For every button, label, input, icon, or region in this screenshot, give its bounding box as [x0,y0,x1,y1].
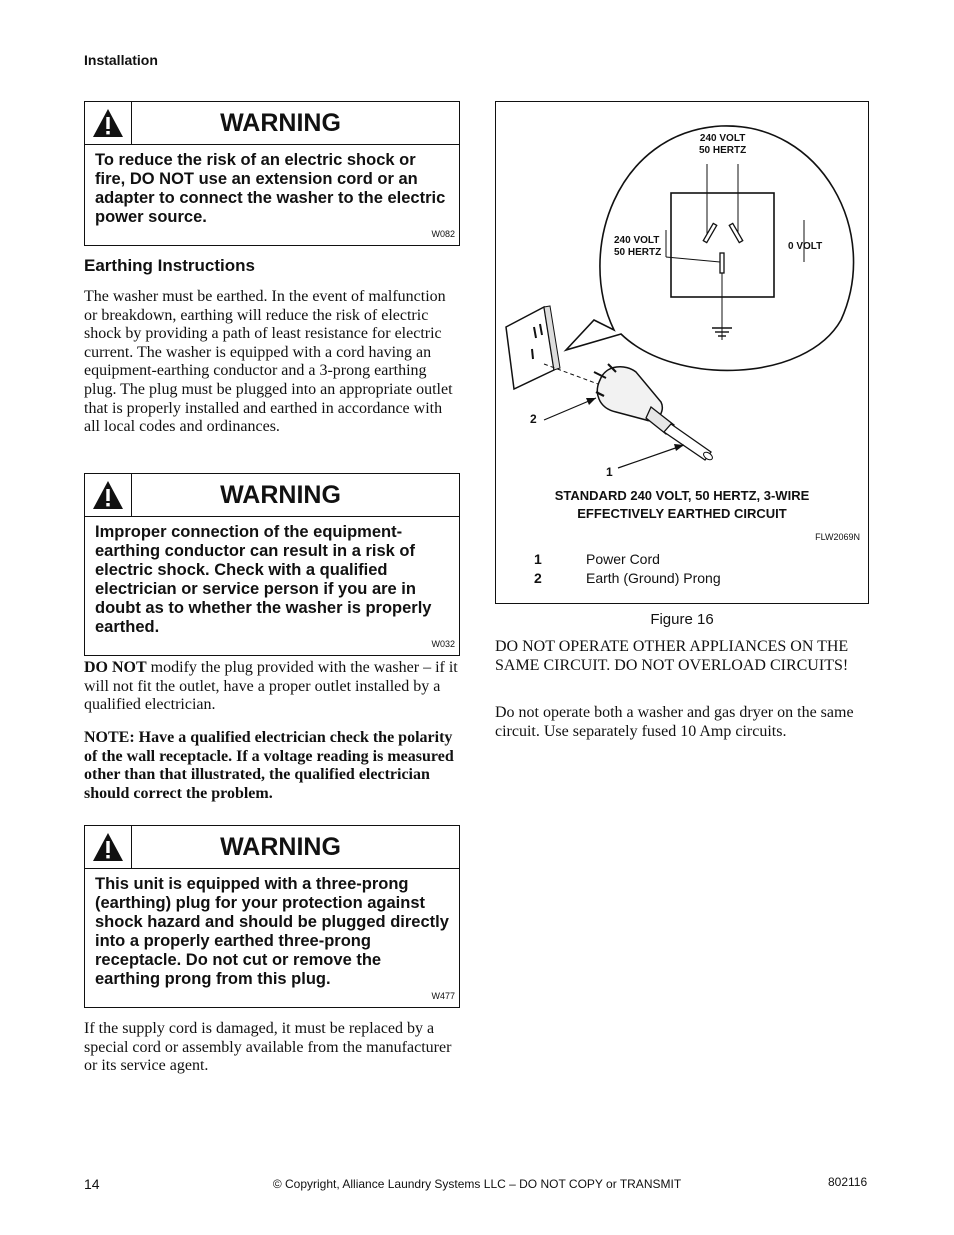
label-right-voltage: 0 VOLT [788,241,823,252]
warning-box-extension-cord [84,101,460,246]
section-heading: Installation [84,52,158,68]
active-slot-icon [703,223,716,242]
warning-code: W082 [431,229,455,239]
warning-title: WARNING [220,833,341,861]
warning-title: WARNING [220,481,341,509]
figure-number: Figure 16 [650,611,714,628]
warning-header [85,474,459,517]
gas-dryer-paragraph: Do not operate both a washer and gas dryer on the same circuit. Use separately fused 10 Amp circuits. [495,704,854,740]
do-not-modify-paragraph [84,659,459,715]
plug-icon [594,364,714,461]
callout-1: 1 [606,465,613,479]
callout-2: 2 [530,412,537,426]
label-top-voltage: 240 VOLT 50 HERTZ [699,133,747,156]
caps-warning-paragraph: DO NOT OPERATE OTHER APPLIANCES ON THE SAME CIRCUIT. DO NOT OVERLOAD CIRCUITS! [495,638,849,674]
warning-code: W477 [431,991,455,1001]
do-not-lead: DO NOT [84,659,147,676]
warning-text: This unit is equipped with a three-prong (earthing) plug for your protection against shock hazard and should be plugged directly into a properly earthed three-prong receptacle. Do not cut or remove the earthing prong from this plug. [95,875,449,988]
warning-title: WARNING [220,109,341,137]
neutral-slot-icon [729,223,742,242]
warning-box-three-prong [84,825,460,1008]
figure-caption-text: STANDARD 240 VOLT, 50 HERTZ, 3-WIRE EFFECTIVELY EARTHED CIRCUIT [554,488,810,521]
warning-triangle-icon [85,474,132,516]
page-number: 14 [84,1176,100,1192]
earthing-paragraph: The washer must be earthed. In the event of malfunction or breakdown, earthing will reduce the risk of electric shock by providing a path of least resistance for electric current. The washer is equipped with a cord having an equipment-earthing conductor and a 3-prong earthing plug. The plug must be plugged into an appropriate outlet that is properly installed and earthed in accordance with all local codes and ordinances. [84,288,453,436]
earth-slot-icon [720,253,724,273]
legend-item: 1 Power Cord [534,550,660,567]
document-number: 802116 [828,1175,868,1189]
do-not-rest: modify the plug provided with the washer – if it will not fit the outlet, have a proper outlet installed by a qualified electrician. [84,659,458,714]
earthing-instructions-heading: Earthing Instructions [84,256,255,275]
warning-box-earthing-conductor [84,473,460,656]
label-left-voltage: 240 VOLT 50 HERTZ [614,235,662,258]
warning-triangle-icon [85,826,132,868]
figure-legend [534,549,721,587]
warning-header [85,826,459,869]
warning-code: W032 [431,639,455,649]
note-paragraph: NOTE: Have a qualified electrician check the polarity of the wall receptacle. If a voltage reading is measured other than that illustrated, the qualified electrician should correct the problem. [84,729,454,802]
supply-cord-paragraph: If the supply cord is damaged, it must be replaced by a special cord or assembly available from the manufacturer or its service agent. [84,1020,452,1075]
warning-triangle-icon [85,102,132,144]
outlet-plug-illustration [496,102,868,482]
figure-code: FLW2069N [815,532,860,542]
warning-text: To reduce the risk of an electric shock or fire, DO NOT use an extension cord or an adapter to connect the washer to the electric power source. [95,151,446,226]
warning-text: Improper connection of the equipment-earthing conductor can result in a risk of electric shock. Check with a qualified electrician or service person if you are in doubt as to whether the washer is properly earthed. [95,523,432,636]
legend-item: 2 Earth (Ground) Prong [534,569,721,586]
warning-header [85,102,459,145]
figure-16-box [495,101,869,604]
copyright-notice: © Copyright, Alliance Laundry Systems LLC – DO NOT COPY or TRANSMIT [272,1177,682,1191]
